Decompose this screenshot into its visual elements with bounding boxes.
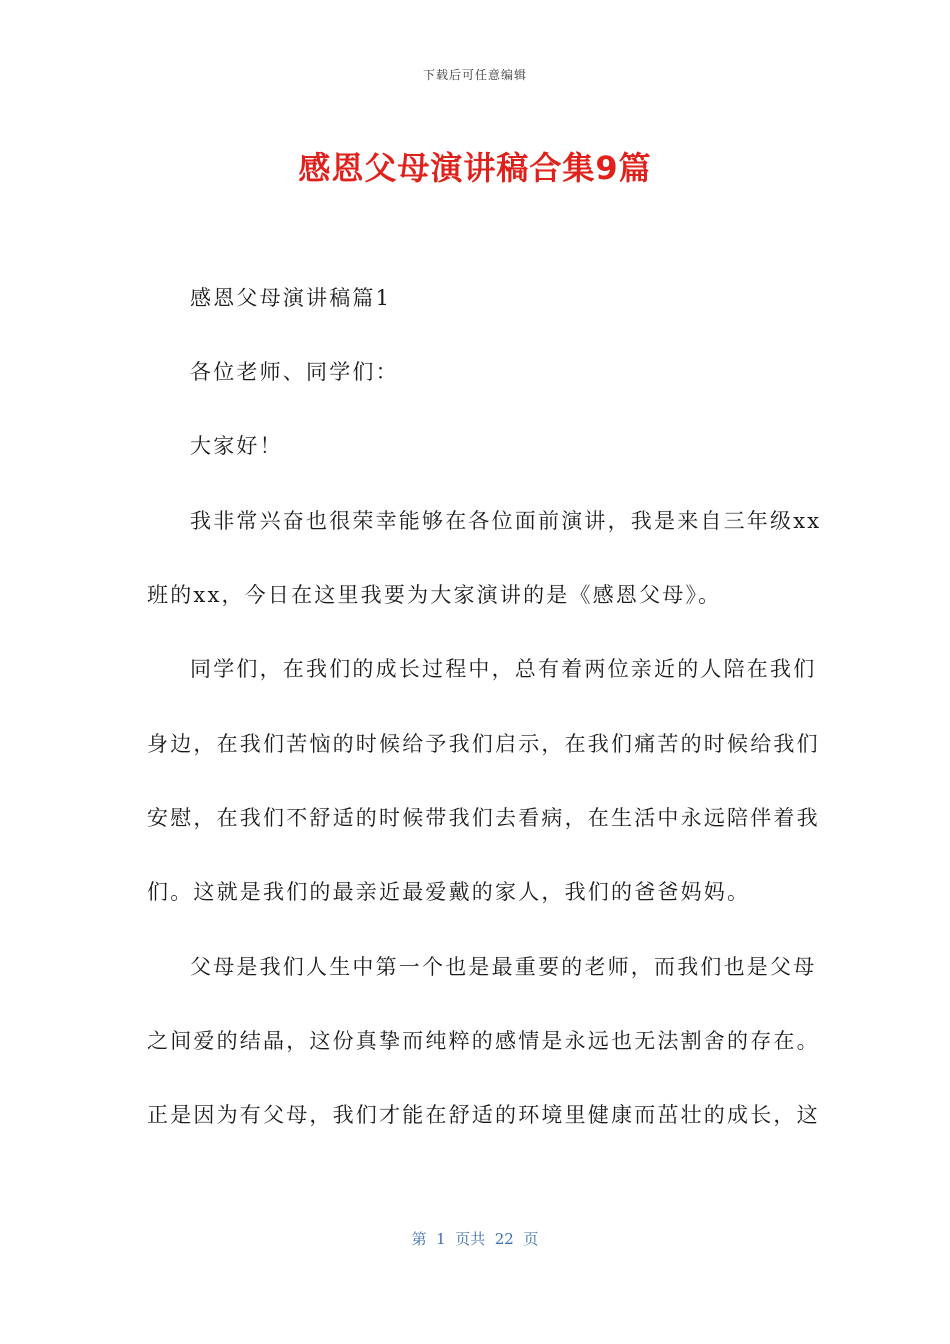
section-heading: 感恩父母演讲稿篇1 <box>190 286 392 310</box>
paragraph-line: 之间爱的结晶，这份真挚而纯粹的感情是永远也无法割舍的存在。 <box>147 1029 820 1053</box>
page-number-footer: 第 1 页共 22 页 <box>411 1230 539 1248</box>
paragraph-line: 身边，在我们苦恼的时候给予我们启示，在我们痛苦的时候给我们 <box>147 732 820 756</box>
paragraph-line: 班的xx，今日在这里我要为大家演讲的是《感恩父母》。 <box>147 583 722 607</box>
document-title: 感恩父母演讲稿合集9篇 <box>298 149 652 187</box>
greeting: 大家好！ <box>190 434 283 458</box>
paragraph-line: 们。这就是我们的最亲近最爱戴的家人，我们的爸爸妈妈。 <box>147 880 751 904</box>
paragraph-line: 安慰，在我们不舒适的时候带我们去看病，在生活中永远陪伴着我 <box>147 806 820 830</box>
paragraph-line: 父母是我们人生中第一个也是最重要的老师，而我们也是父母 <box>190 955 817 979</box>
paragraph-line: 同学们，在我们的成长过程中，总有着两位亲近的人陪在我们 <box>190 657 817 681</box>
paragraph-line: 我非常兴奋也很荣幸能够在各位面前演讲，我是来自三年级xx <box>190 509 822 533</box>
header-note: 下载后可任意编辑 <box>422 68 527 82</box>
paragraph-line: 正是因为有父母，我们才能在舒适的环境里健康而茁壮的成长，这 <box>147 1103 820 1127</box>
salutation: 各位老师、同学们： <box>190 360 399 384</box>
